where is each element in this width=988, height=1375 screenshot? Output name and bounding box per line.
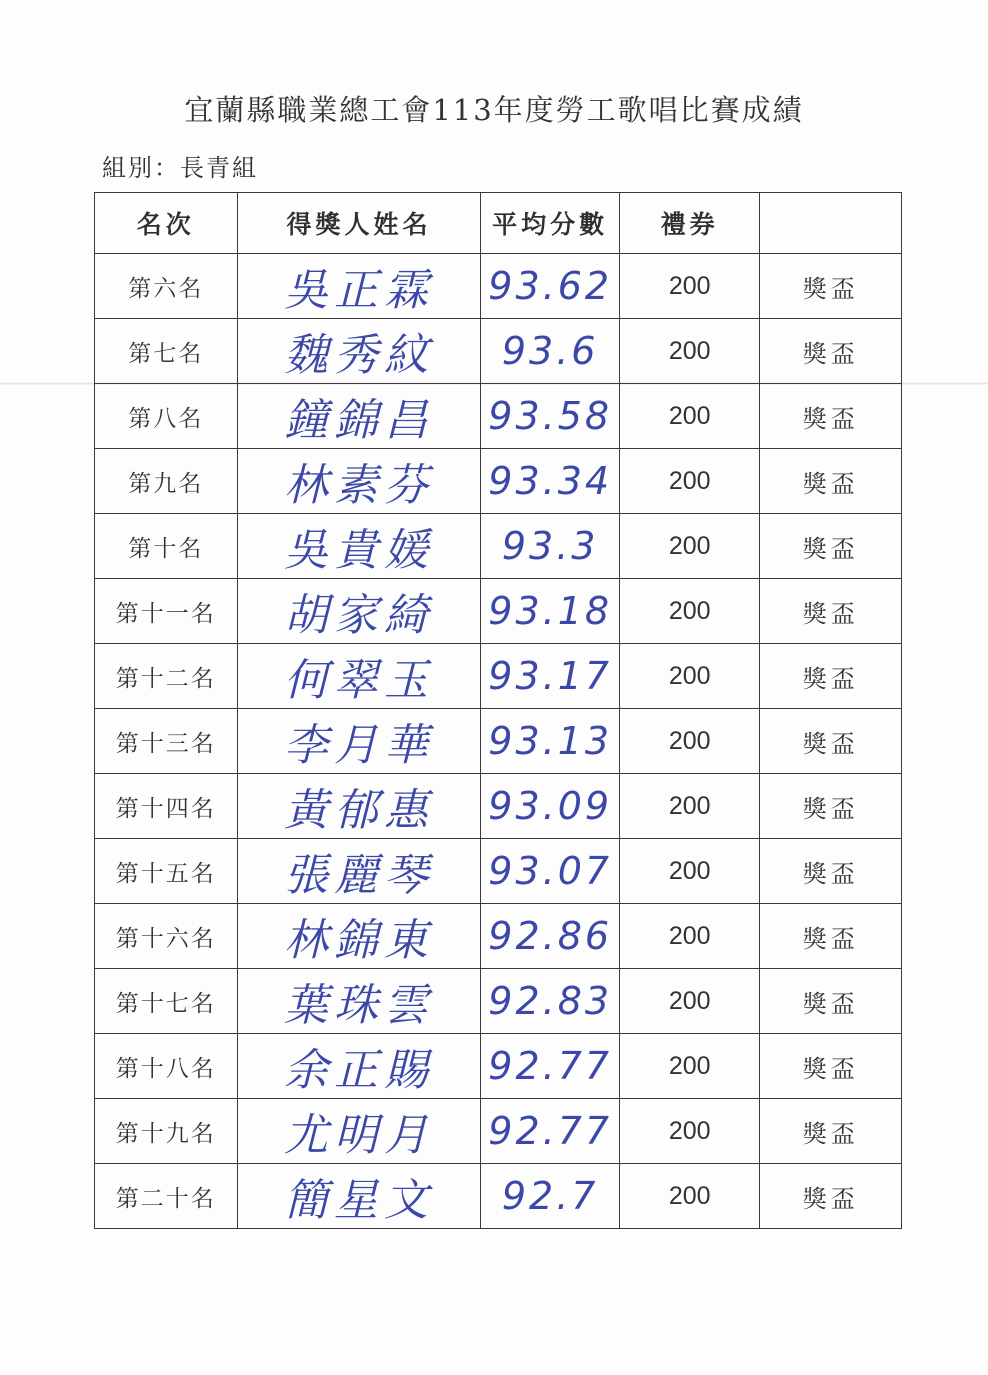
table-row bbox=[95, 579, 902, 644]
voucher-cell: 200 bbox=[619, 1034, 760, 1099]
voucher-cell: 200 bbox=[619, 904, 760, 969]
award-cell: 獎盃 bbox=[760, 384, 902, 449]
average-score-cell: 93.07 bbox=[481, 839, 620, 904]
award-cell: 獎盃 bbox=[760, 969, 902, 1034]
voucher-cell: 200 bbox=[619, 254, 760, 319]
voucher-cell: 200 bbox=[619, 579, 760, 644]
winner-name-cell: 鐘錦昌 bbox=[237, 384, 481, 449]
rank-cell: 第十二名 bbox=[95, 644, 238, 709]
rank-cell: 第二十名 bbox=[95, 1164, 238, 1229]
header-name: 得獎人姓名 bbox=[237, 193, 481, 254]
winner-name-cell: 魏秀紋 bbox=[237, 319, 481, 384]
average-score-cell: 92.86 bbox=[481, 904, 620, 969]
rank-cell: 第七名 bbox=[95, 319, 238, 384]
rank-cell: 第八名 bbox=[95, 384, 238, 449]
rank-cell: 第十五名 bbox=[95, 839, 238, 904]
winner-name-cell: 林錦東 bbox=[237, 904, 481, 969]
average-score-cell: 93.18 bbox=[481, 579, 620, 644]
rank-cell: 第六名 bbox=[95, 254, 238, 319]
average-score-cell: 93.13 bbox=[481, 709, 620, 774]
table-row bbox=[95, 514, 902, 579]
winner-name-cell: 葉珠雲 bbox=[237, 969, 481, 1034]
average-score-cell: 93.3 bbox=[481, 514, 620, 579]
winner-name-cell: 吳正霖 bbox=[237, 254, 481, 319]
table-row bbox=[95, 969, 902, 1034]
winner-name-cell: 張麗琴 bbox=[237, 839, 481, 904]
table-row bbox=[95, 449, 902, 514]
average-score-cell: 92.77 bbox=[481, 1099, 620, 1164]
rank-cell: 第十九名 bbox=[95, 1099, 238, 1164]
voucher-cell: 200 bbox=[619, 774, 760, 839]
winner-name-cell: 簡星文 bbox=[237, 1164, 481, 1229]
header-rank: 名次 bbox=[95, 193, 238, 254]
table-row bbox=[95, 774, 902, 839]
average-score-cell: 93.62 bbox=[481, 254, 620, 319]
header-score: 平均分數 bbox=[481, 193, 620, 254]
winner-name-cell: 黃郁惠 bbox=[237, 774, 481, 839]
table-row bbox=[95, 839, 902, 904]
rank-cell: 第十三名 bbox=[95, 709, 238, 774]
table-row bbox=[95, 1164, 902, 1229]
average-score-cell: 92.83 bbox=[481, 969, 620, 1034]
award-cell: 獎盃 bbox=[760, 254, 902, 319]
average-score-cell: 93.6 bbox=[481, 319, 620, 384]
rank-cell: 第九名 bbox=[95, 449, 238, 514]
award-cell: 獎盃 bbox=[760, 644, 902, 709]
award-cell: 獎盃 bbox=[760, 514, 902, 579]
table-row bbox=[95, 1099, 902, 1164]
winner-name-cell: 余正賜 bbox=[237, 1034, 481, 1099]
voucher-cell: 200 bbox=[619, 384, 760, 449]
voucher-cell: 200 bbox=[619, 449, 760, 514]
voucher-cell: 200 bbox=[619, 514, 760, 579]
award-cell: 獎盃 bbox=[760, 579, 902, 644]
award-cell: 獎盃 bbox=[760, 1164, 902, 1229]
average-score-cell: 93.17 bbox=[481, 644, 620, 709]
average-score-cell: 93.58 bbox=[481, 384, 620, 449]
winner-name-cell: 李月華 bbox=[237, 709, 481, 774]
rank-cell: 第十七名 bbox=[95, 969, 238, 1034]
table-row bbox=[95, 1034, 902, 1099]
voucher-cell: 200 bbox=[619, 709, 760, 774]
voucher-cell: 200 bbox=[619, 1099, 760, 1164]
award-cell: 獎盃 bbox=[760, 319, 902, 384]
table-row bbox=[95, 384, 902, 449]
winner-name-cell: 吳貴媛 bbox=[237, 514, 481, 579]
average-score-cell: 92.7 bbox=[481, 1164, 620, 1229]
table-row bbox=[95, 709, 902, 774]
award-cell: 獎盃 bbox=[760, 904, 902, 969]
winner-name-cell: 尤明月 bbox=[237, 1099, 481, 1164]
average-score-cell: 93.09 bbox=[481, 774, 620, 839]
rank-cell: 第十八名 bbox=[95, 1034, 238, 1099]
winner-name-cell: 何翠玉 bbox=[237, 644, 481, 709]
table-row bbox=[95, 254, 902, 319]
award-cell: 獎盃 bbox=[760, 449, 902, 514]
winner-name-cell: 林素芬 bbox=[237, 449, 481, 514]
rank-cell: 第十四名 bbox=[95, 774, 238, 839]
table-row bbox=[95, 319, 902, 384]
voucher-cell: 200 bbox=[619, 969, 760, 1034]
award-cell: 獎盃 bbox=[760, 709, 902, 774]
award-cell: 獎盃 bbox=[760, 839, 902, 904]
voucher-cell: 200 bbox=[619, 319, 760, 384]
award-cell: 獎盃 bbox=[760, 774, 902, 839]
rank-cell: 第十六名 bbox=[95, 904, 238, 969]
average-score-cell: 92.77 bbox=[481, 1034, 620, 1099]
rank-cell: 第十名 bbox=[95, 514, 238, 579]
table-row bbox=[95, 644, 902, 709]
rank-cell: 第十一名 bbox=[95, 579, 238, 644]
voucher-cell: 200 bbox=[619, 1164, 760, 1229]
average-score-cell: 93.34 bbox=[481, 449, 620, 514]
results-table bbox=[94, 192, 902, 1229]
award-cell: 獎盃 bbox=[760, 1099, 902, 1164]
voucher-cell: 200 bbox=[619, 839, 760, 904]
header-award bbox=[760, 193, 902, 254]
header-voucher: 禮券 bbox=[619, 193, 760, 254]
document-title: 宜蘭縣職業總工會113年度勞工歌唱比賽成績 bbox=[184, 93, 804, 127]
header-row bbox=[95, 193, 902, 254]
group-label: 組別：長青組 bbox=[102, 154, 258, 182]
award-cell: 獎盃 bbox=[760, 1034, 902, 1099]
table-row bbox=[95, 904, 902, 969]
voucher-cell: 200 bbox=[619, 644, 760, 709]
results-body bbox=[95, 254, 902, 1229]
winner-name-cell: 胡家綺 bbox=[237, 579, 481, 644]
